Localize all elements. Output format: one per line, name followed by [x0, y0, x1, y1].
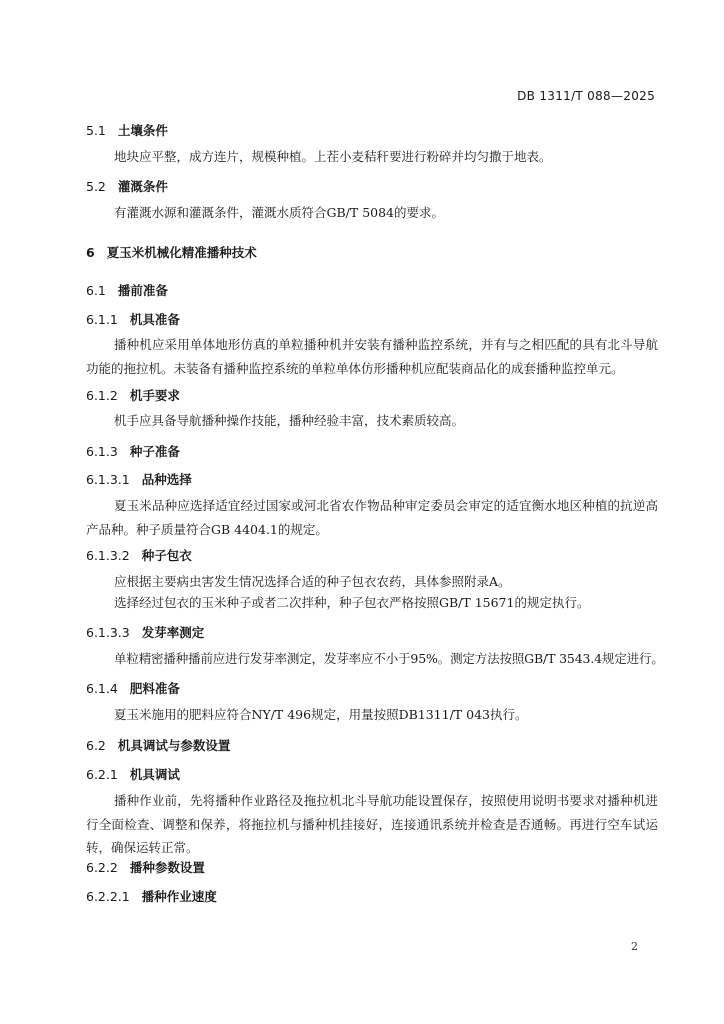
- paragraph: 应根据主要病虫害发生情况选择合适的种子包衣农药，具体参照附录A。: [114, 574, 511, 589]
- paragraph: 机手应具备导航播种操作技能，播种经验丰富，技术素质较高。: [114, 413, 465, 428]
- paragraph: 夏玉米品种应选择适宜经过国家或河北省农作物品种审定委员会审定的适宜衡水地区种植的抗逆高产品种。种子质量符合GB 4404.1的规定。: [86, 498, 658, 537]
- standard-code: DB 1311/T 088—2025: [517, 89, 655, 103]
- heading-6-2-1: 6.2.1 机具调试: [86, 767, 180, 782]
- heading-6-1-1: 6.1.1 机具准备: [86, 312, 180, 327]
- heading-5-2: 5.2 灌溉条件: [86, 179, 168, 194]
- heading-6: 6 夏玉米机械化精准播种技术: [86, 245, 257, 260]
- paragraph: 单粒精密播种播前应进行发芽率测定，发芽率应不小于95%。测定方法按照GB/T 3543.4规定进行。: [114, 651, 664, 666]
- heading-6-1-3-1: 6.1.3.1 品种选择: [86, 472, 192, 487]
- heading-5-1: 5.1 土壤条件: [86, 123, 168, 138]
- heading-6-1-3: 6.1.3 种子准备: [86, 444, 180, 459]
- paragraph: 播种作业前，先将播种作业路径及拖拉机北斗导航功能设置保存，按照使用说明书要求对播种机进行全面检查、调整和保养，将拖拉机与播种机挂接好，连接通讯系统并检查是否通畅。再进行空车试运转，确保运转正常。: [86, 793, 658, 855]
- paragraph: 有灌溉水源和灌溉条件，灌溉水质符合GB/T 5084的要求。: [114, 205, 445, 220]
- heading-6-2-2-1: 6.2.2.1 播种作业速度: [86, 889, 217, 904]
- page-number: 2: [631, 940, 638, 953]
- paragraph: 夏玉米施用的肥料应符合NY/T 496规定，用量按照DB1311/T 043执行。: [114, 707, 528, 722]
- paragraph: 选择经过包衣的玉米种子或者二次拌种，种子包衣严格按照GB/T 15671的规定执行。: [114, 595, 590, 610]
- paragraph: 播种机应采用单体地形仿真的单粒播种机并安装有播种监控系统，并有与之相匹配的具有北斗导航功能的拖拉机。未装备有播种监控系统的单粒单体仿形播种机应配装商品化的成套播种监控单元。: [86, 337, 658, 376]
- heading-6-1-3-2: 6.1.3.2 种子包衣: [86, 548, 192, 563]
- heading-6-1-4: 6.1.4 肥料准备: [86, 681, 180, 696]
- heading-6-1-2: 6.1.2 机手要求: [86, 388, 180, 403]
- heading-6-1: 6.1 播前准备: [86, 283, 168, 298]
- heading-6-2: 6.2 机具调试与参数设置: [86, 738, 231, 753]
- heading-6-2-2: 6.2.2 播种参数设置: [86, 860, 205, 875]
- paragraph: 地块应平整，成方连片，规模种植。上茬小麦秸秆要进行粉碎并均匀撒于地表。: [114, 149, 552, 164]
- heading-6-1-3-3: 6.1.3.3 发芽率测定: [86, 625, 205, 640]
